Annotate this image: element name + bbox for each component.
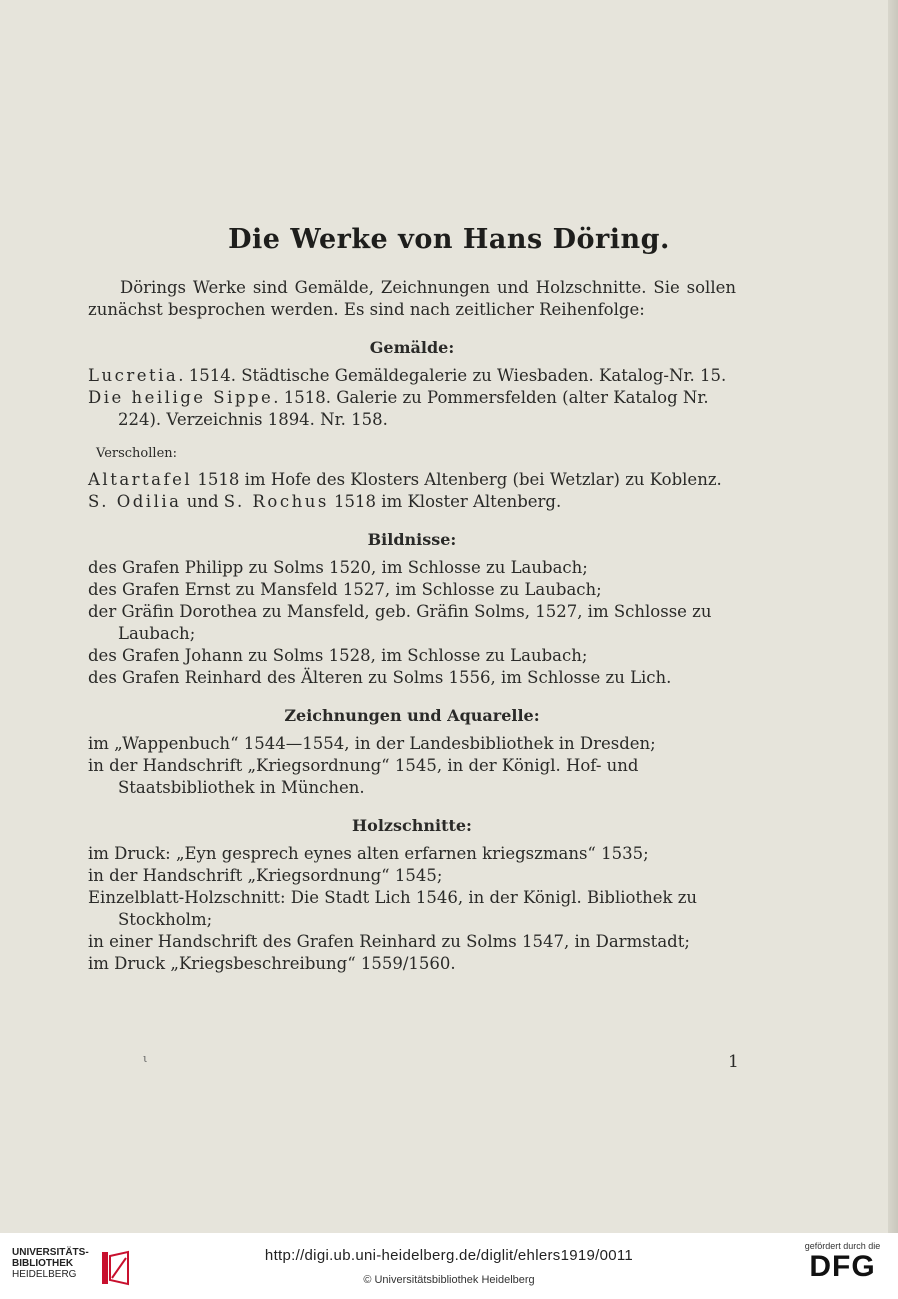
list-item: Die heilige Sippe. 1518. Galerie zu Pommersfelden (alter Katalog Nr. 224). Verzeichnis 1894. Nr. 158.: [88, 388, 709, 429]
section-heading-gemaelde: Gemälde:: [369, 338, 455, 357]
list-item: im Druck „Kriegsbeschreibung“ 1559/1560.: [88, 954, 456, 973]
intro-paragraph: Dörings Werke sind Gemälde, Zeichnungen und Holzschnitte. Sie sollen zunächst besprochen werden. Es sind nach zeitlicher Reihenfolge:: [88, 278, 736, 319]
lost-label: Verschollen:: [96, 446, 178, 461]
section-heading-bildnisse: Bildnisse:: [367, 530, 457, 549]
permalink-url[interactable]: http://digi.ub.uni-heidelberg.de/diglit/ehlers1919/0011: [264, 1247, 634, 1264]
work-title: S. Odilia: [88, 492, 182, 511]
list-item: des Grafen Philipp zu Solms 1520, im Schlosse zu Laubach;: [88, 558, 588, 577]
list-item: des Grafen Ernst zu Mansfeld 1527, im Schlosse zu Laubach;: [88, 580, 602, 599]
work-title: Altartafel: [88, 470, 193, 489]
list-item: des Grafen Johann zu Solms 1528, im Schlosse zu Laubach;: [88, 646, 588, 665]
signature-mark: ι: [143, 1052, 148, 1065]
list-item: des Grafen Reinhard des Älteren zu Solms 1556, im Schlosse zu Lich.: [88, 668, 672, 687]
page-body: [88, 277, 736, 975]
list-item: im „Wappenbuch“ 1544—1554, in der Landesbibliothek in Dresden;: [88, 734, 656, 753]
list-item: in der Handschrift „Kriegsordnung“ 1545;: [88, 866, 443, 885]
page-number: 1: [728, 1052, 739, 1072]
list-item: der Gräfin Dorothea zu Mansfeld, geb. Gräfin Solms, 1527, im Schlosse zu Laubach;: [88, 602, 712, 643]
list-item: Altartafel 1518 im Hofe des Klosters Altenberg (bei Wetzlar) zu Koblenz.: [88, 470, 722, 489]
list-item: im Druck: „Eyn gesprech eynes alten erfarnen kriegszmans“ 1535;: [88, 844, 649, 863]
list-item: in der Handschrift „Kriegsordnung“ 1545, in der Königl. Hof- und Staatsbibliothek in München.: [88, 756, 639, 797]
section-heading-holzschnitte: Holzschnitte:: [352, 816, 472, 835]
library-name: UNIVERSITÄTS- BIBLIOTHEK HEIDELBERG: [12, 1247, 89, 1280]
list-item: Einzelblatt-Holzschnitt: Die Stadt Lich 1546, in der Königl. Bibliothek zu Stockholm;: [88, 888, 698, 929]
list-item: S. Odilia und S. Rochus 1518 im Kloster Altenberg.: [88, 492, 562, 511]
page-edge: [888, 0, 898, 1233]
dfg-logo[interactable]: gefördert durch die DFG: [804, 1241, 881, 1283]
page-title: Die Werke von Hans Döring.: [228, 224, 670, 255]
copyright-notice: © Universitätsbibliothek Heidelberg: [363, 1274, 535, 1286]
viewer-footer: [0, 1233, 898, 1299]
work-title: Lucretia: [88, 366, 179, 385]
list-item: in einer Handschrift des Grafen Reinhard zu Solms 1547, in Darmstadt;: [88, 932, 690, 951]
work-title: S. Rochus: [223, 492, 329, 511]
section-heading-zeichnungen: Zeichnungen und Aquarelle:: [284, 706, 540, 725]
work-title: Die heilige Sippe: [88, 388, 274, 407]
list-item: Lucretia. 1514. Städtische Gemäldegalerie zu Wiesbaden. Katalog-Nr. 15.: [88, 366, 727, 385]
